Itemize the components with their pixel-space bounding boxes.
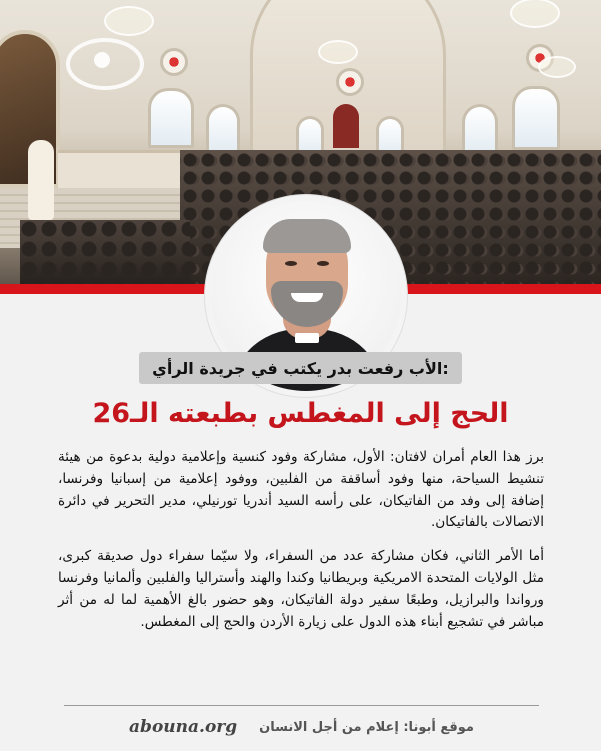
abouna-logo-icon <box>66 38 140 86</box>
article-headline: الحج إلى المغطس بطبعته الـ26 <box>92 398 509 429</box>
article-body <box>58 447 544 645</box>
byline: الأب رفعت بدر يكتب في جريدة الرأي: <box>139 352 462 384</box>
article-paragraph: أما الأمر الثاني، فكان مشاركة عدد من السفراء، ولا سيّما سفراء دول صديقة كبرى، مثل الولايات المتحدة الامريكية وبريطانيا وكندا والهند وأستراليا والفلبين وألمانيا وفرنسا ورواندا والبرازيل، وطبعًا سفير دولة الفاتيكان، وهو حضور بالغ الأهمية لما له من أثر مباشر في تشجيع أبناء هذه الدول على زيارة الأردن والحج إلى المغطس. <box>58 548 544 630</box>
footer-divider <box>64 705 539 706</box>
footer <box>64 712 539 742</box>
site-brand-link[interactable]: abouna.org <box>129 717 238 737</box>
article-paragraph: برز هذا العام أمران لافتان: الأول، مشاركة وفود كنسية وإعلامية دولية بدعوة من هيئة تنشيط السياحة، منها وفود أساقفة من الفلبين، ووفود إعلامية من إسبانيا وفرنسا، إضافة إلى وفد من الفاتيكان، على رأسه السيد أندريا تورنيلي، مدير التحرير في دائرة الاتصالات بالفاتيكان. <box>58 449 544 531</box>
site-tagline: موقع أبونا: إعلام من أجل الانسان <box>259 719 474 735</box>
